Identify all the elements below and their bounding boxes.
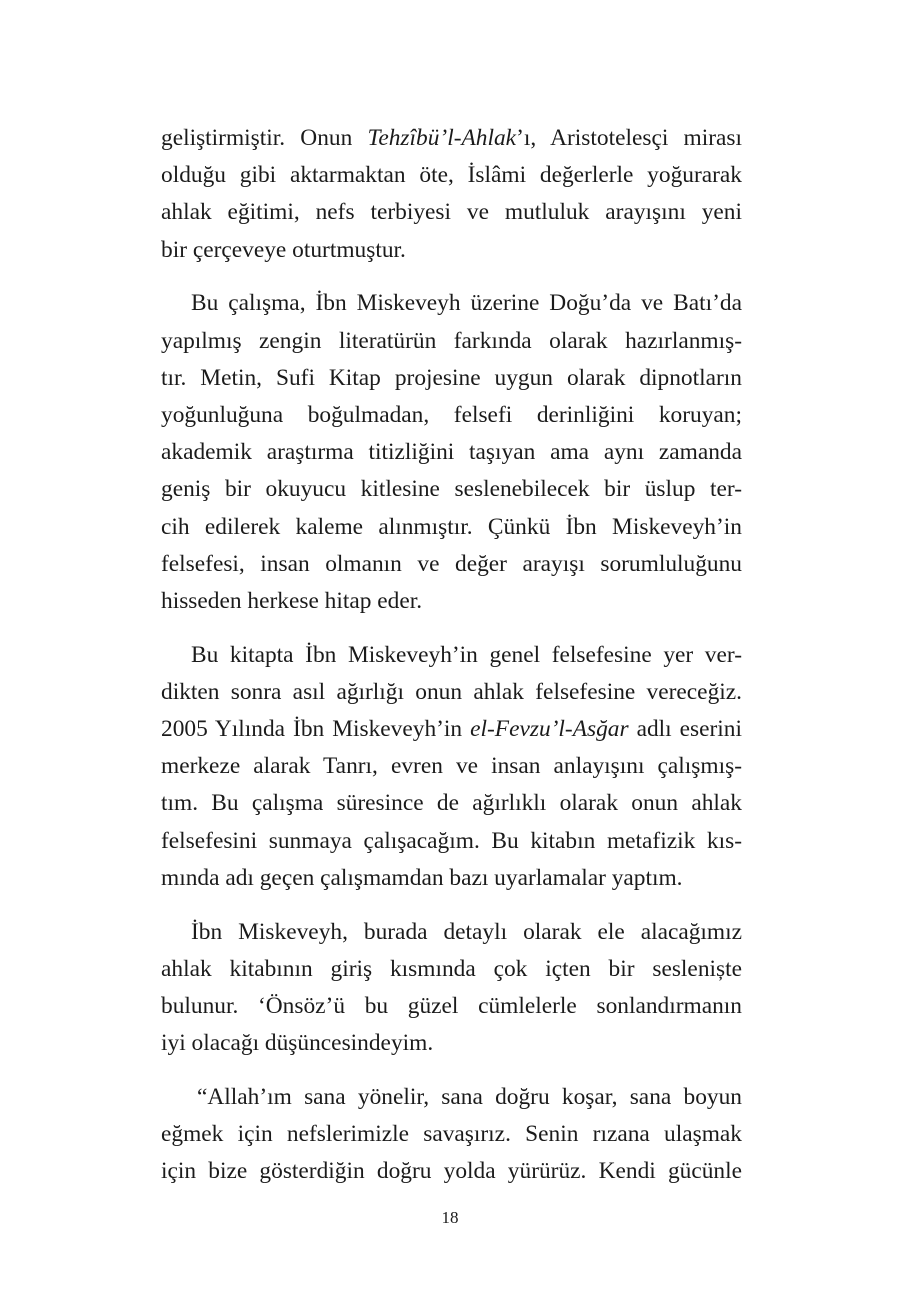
text-run: olduğu gibi aktarmaktan öte, İslâmi değerlerle yoğurarak	[161, 162, 742, 189]
text-run: bulunur. ‘Önsöz’ü bu güzel cümlelerle sonlandırmanın	[161, 992, 742, 1019]
text-line	[161, 637, 742, 674]
paragraph	[161, 1079, 742, 1191]
text-run: İbn Miskeveyh, burada detaylı olarak ele alacağımız	[191, 918, 742, 945]
text-run: ahlak kitabının giriş kısmında çok içten bir sesleniște	[161, 955, 742, 982]
paragraph	[161, 914, 742, 1063]
text-run: 2005 Yılında İbn Miskeveyh’in	[161, 716, 471, 743]
text-run: hisseden herkese hitap eder.	[161, 587, 423, 614]
text-line	[161, 1116, 742, 1153]
text-line	[161, 1025, 742, 1062]
text-run: Bu kitapta İbn Miskeveyh’in genel felsefesine yer ver-	[191, 641, 742, 668]
text-run: felsefesi, insan olmanın ve değer arayışı sorumluluğunu	[161, 550, 742, 577]
text-line	[161, 397, 742, 434]
text-run: cih edilerek kaleme alınmıştır. Çünkü İbn Miskeveyh’in	[161, 513, 742, 540]
text-run: mında adı geçen çalışmamdan bazı uyarlamalar yaptım.	[161, 864, 683, 891]
text-line	[161, 509, 742, 546]
text-run: “Allah’ım sana yönelir, sana doğru koşar, sana boyun	[197, 1083, 742, 1110]
text-run: iyi olacağı düşüncesindeyim.	[161, 1030, 434, 1057]
text-run: merkeze alarak Tanrı, evren ve insan anlayışını çalışmış-	[161, 753, 742, 780]
text-line	[161, 360, 742, 397]
text-line	[161, 988, 742, 1025]
text-run: akademik araştırma titizliğini taşıyan ama aynı zamanda	[161, 439, 742, 466]
italic-title: Tehzîbü’l-Ahlak	[367, 125, 517, 151]
text-line	[161, 674, 742, 711]
paragraph	[161, 285, 742, 620]
text-run: ahlak eğitimi, nefs terbiyesi ve mutluluk arayışını yeni	[161, 199, 742, 226]
text-line	[161, 748, 742, 785]
text-run: eğmek için nefslerimizle savaşırız. Senin rızana ulaşmak	[161, 1121, 742, 1148]
text-run: yoğunluğuna boğulmadan, felsefi derinliğini koruyan;	[161, 401, 742, 428]
text-run: yapılmış zengin literatürün farkında olarak hazırlanmış-	[161, 327, 742, 354]
paragraph	[161, 637, 742, 897]
text-line	[161, 194, 742, 231]
text-line	[161, 711, 742, 748]
text-line	[161, 434, 742, 471]
text-line	[161, 823, 742, 860]
text-line	[161, 951, 742, 988]
text-line	[161, 546, 742, 583]
italic-title: el-Fevzu’l-Asğar	[470, 716, 629, 743]
text-run: Bu çalışma, İbn Miskeveyh üzerine Doğu’da ve Batı’da	[191, 290, 742, 317]
text-run: adlı eserini	[628, 716, 742, 743]
text-line	[161, 914, 742, 951]
text-line	[161, 860, 742, 897]
text-run: için bize gösterdiğin doğru yolda yürürüz. Kendi gücünle	[161, 1158, 742, 1185]
text-line	[161, 285, 742, 322]
text-line	[161, 583, 742, 620]
text-line	[161, 471, 742, 508]
text-run: tır. Metin, Sufi Kitap projesine uygun olarak dipnotların	[161, 364, 742, 391]
text-run: tım. Bu çalışma süresince de ağırlıklı olarak onun ahlak	[161, 790, 742, 817]
text-run: dikten sonra asıl ağırlığı onun ahlak felsefesine vereceğiz.	[161, 678, 742, 705]
text-line	[161, 1079, 742, 1116]
page-body	[161, 120, 742, 1190]
text-line	[161, 120, 742, 157]
paragraph	[161, 120, 742, 269]
text-line	[161, 232, 742, 269]
text-line	[161, 157, 742, 194]
page-number: 18	[441, 1208, 459, 1227]
text-run: geliştirmiştir. Onun	[161, 125, 368, 151]
text-run: bir çerçeveye oturtmuştur.	[161, 236, 406, 263]
text-line	[161, 323, 742, 360]
text-run: geniş bir okuyucu kitlesine seslenebilecek bir üslup ter-	[161, 476, 742, 503]
text-line	[161, 1153, 742, 1190]
text-run: felsefesini sunmaya çalışacağım. Bu kitabın metafizik kıs-	[161, 827, 742, 854]
text-line	[161, 785, 742, 822]
text-run: ’ı, Aristotelesçi mirası	[516, 125, 742, 151]
